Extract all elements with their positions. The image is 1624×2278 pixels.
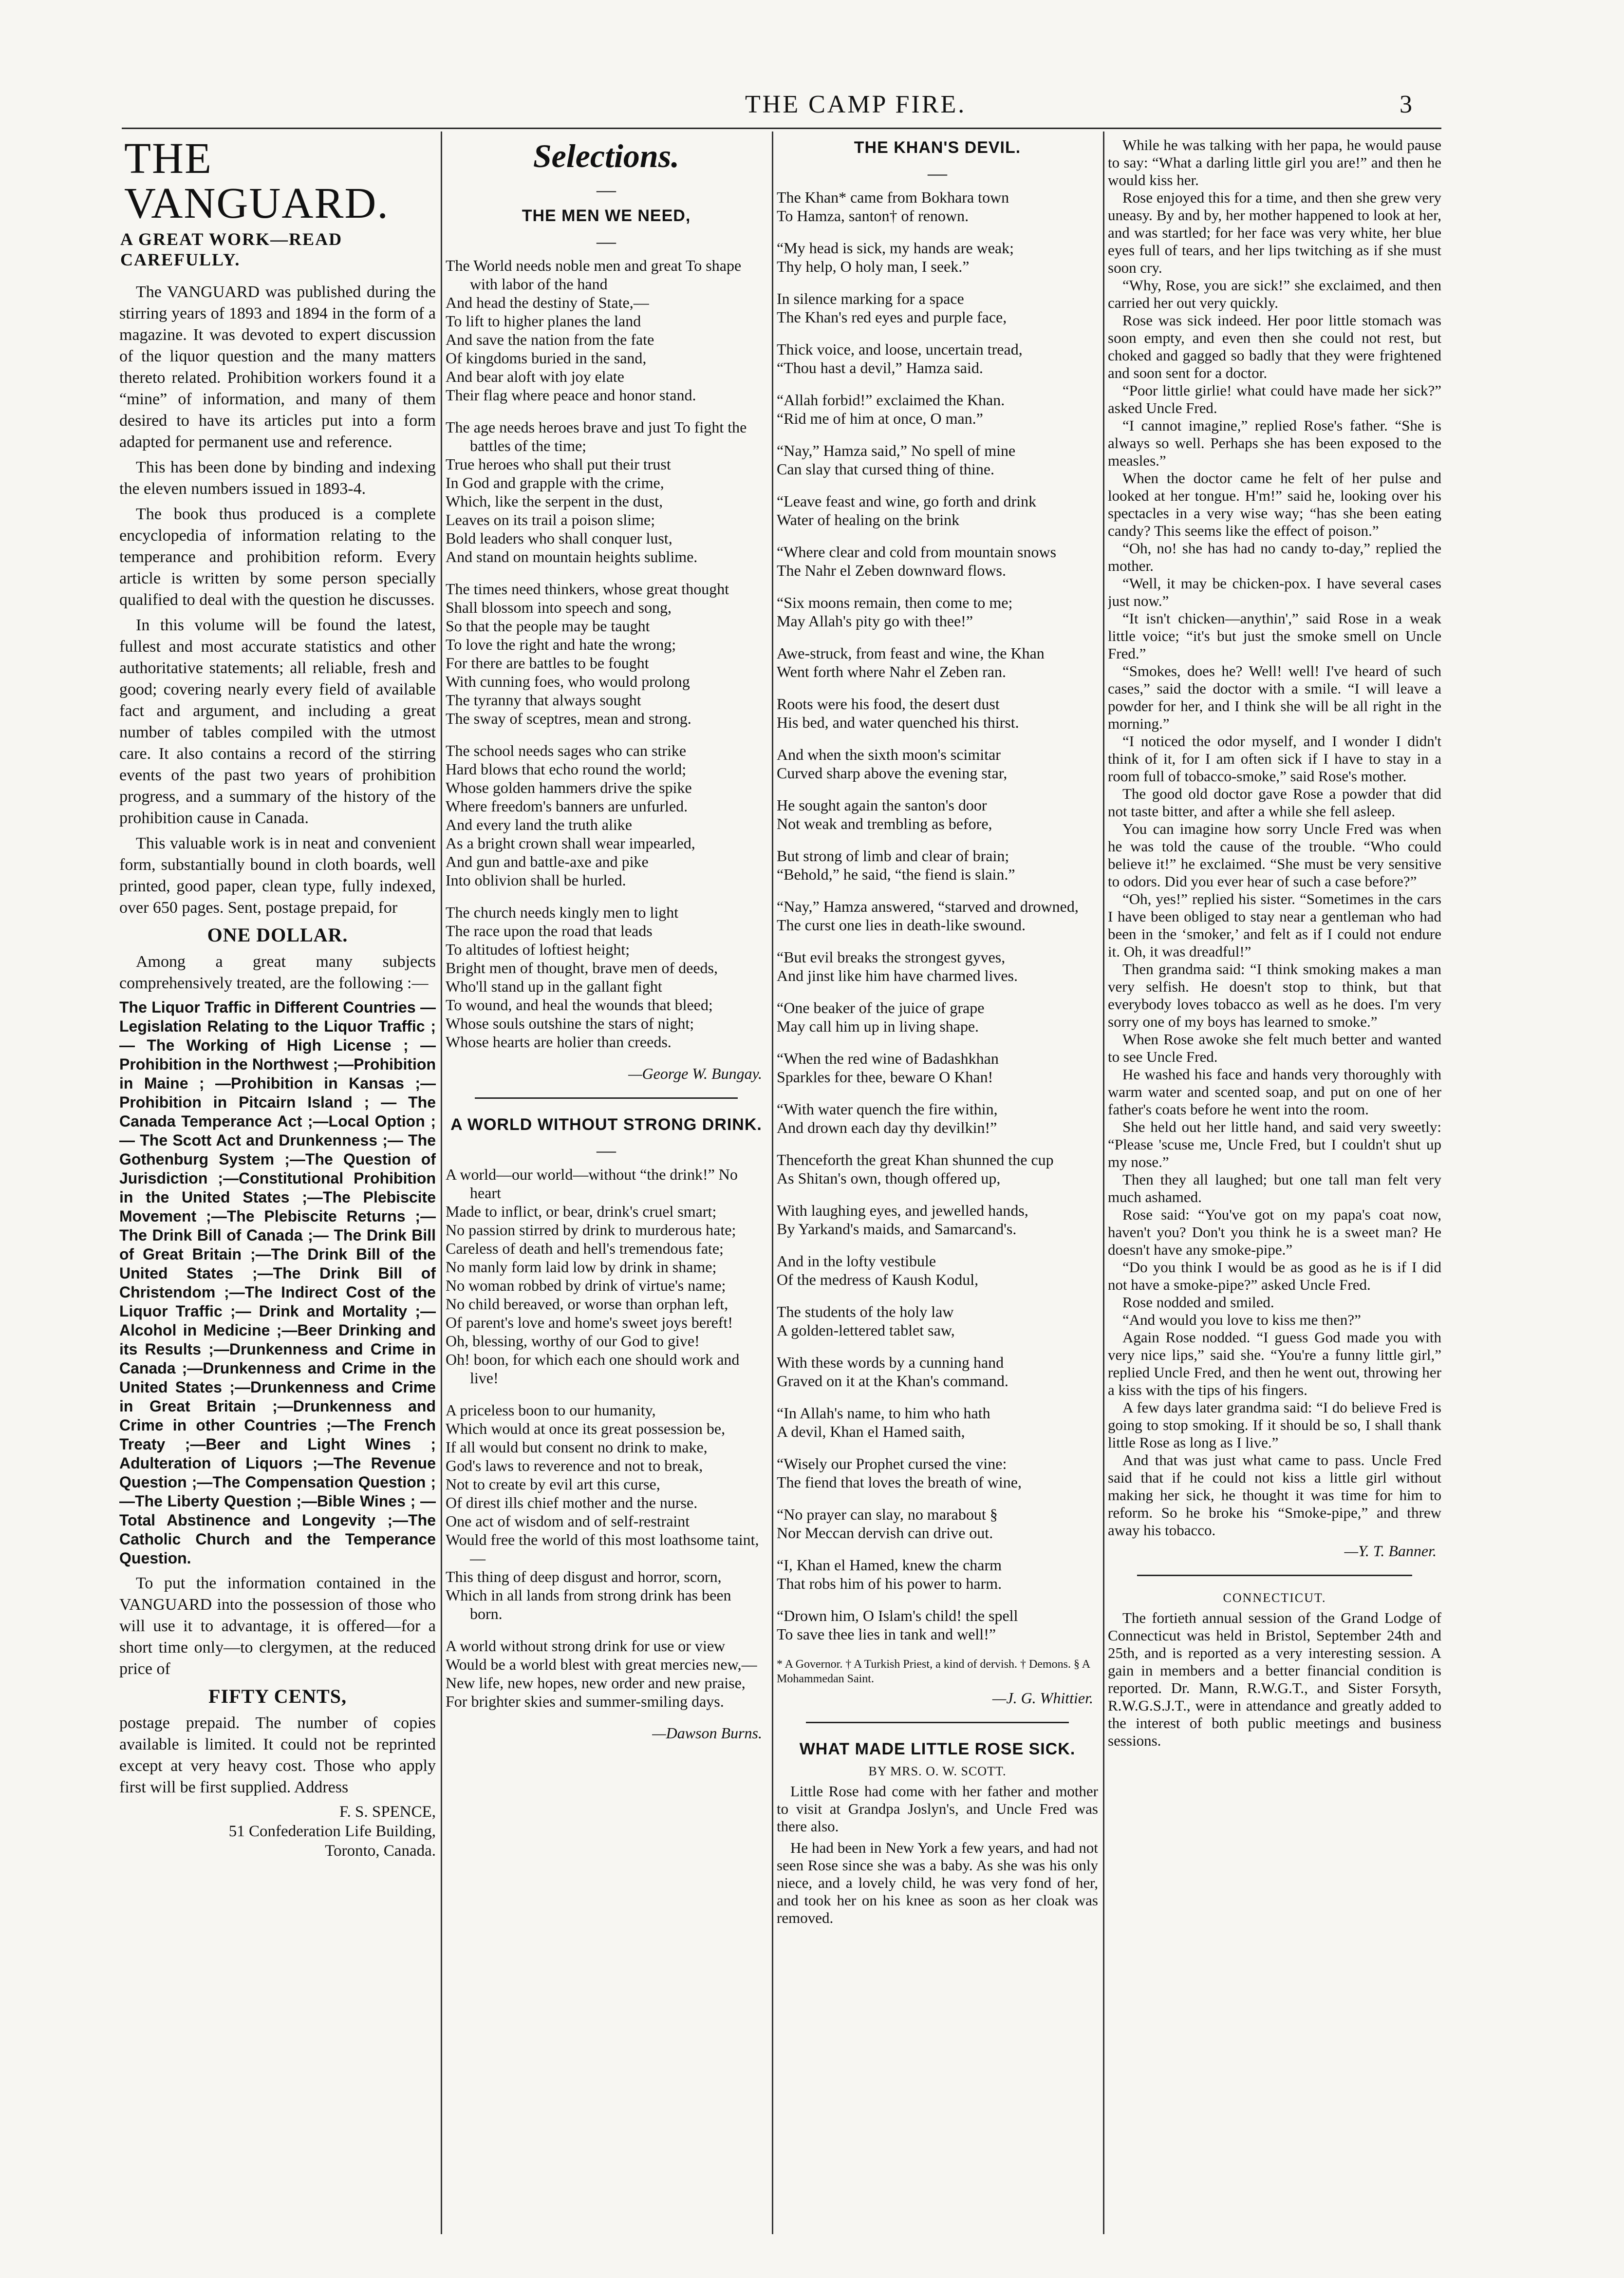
verse-line: Which would at once its great possession be, <box>446 1420 726 1437</box>
verse-line: In God and grapple with the crime, <box>446 474 664 491</box>
verse-line: Bright men of thought, brave men of deeds, <box>446 959 718 977</box>
subjects-list: The Liquor Traffic in Different Countries — Legislation Relating to the Liquor Traffic ; — The Working of High License ; — Prohibition in the Northwest ;—Prohibition in Maine ; —Prohibition in Kansas ;—Prohibition in Pitcairn Island ; — The Canada Temperance Act ;—Local Option ;— The Scott Act and Drunkenness ;— The Gothenburg System ;—The Question of Jurisdiction ;—Constitutional Prohibition in the United States ;—The Plebiscite Movement ;—The Plebiscite Returns ;—The Drink Bill of Canada ;— The Drink Bill of Great Britain ;—The Drink Bill of the United States ;—The Drink Bill of Christendom ;—The Indirect Cost of the Liquor Traffic ;— Drink and Mortality ;— Alcohol in Medicine ;—Beer Drinking and its Results ;—Drunkenness and Crime in Canada ;—Drunkenness and Crime in the United States ;—Drunkenness and Crime in Great Britain ;—Drunkenness and Crime in other Countries ;—The French Treaty ;—Beer and Light Wines ; Adulteration of Liquors ;—The Revenue Question ;—The Compensation Question ;—The Liberty Question ;—Bible Wines ; — Total Abstinence and Longevity ;—The Catholic Church and the Temperance Question. <box>119 998 436 1567</box>
story-paragraph: And that was just what came to pass. Uncle Fred said that if he could not kiss a little girl without making her sick, he thought it was time for him to reform. So he broke his “Smoke-pipe,” and threw away his tobacco. <box>1108 1451 1441 1539</box>
stanza <box>777 391 1098 428</box>
verse-line: The church needs kingly men to light <box>446 904 679 921</box>
column-story-continued <box>1108 136 1441 2259</box>
verse-line: Bold leaders who shall conquer lust, <box>446 529 672 547</box>
verse-line: Shall blossom into speech and song, <box>446 599 672 616</box>
verse-line: Where freedom's banners are unfurled. <box>446 797 688 815</box>
story-author: —Y. T. Banner. <box>1344 1542 1437 1560</box>
story-paragraph: “Do you think I would be as good as he is if I did not have a smoke-pipe?” asked Uncle Fred. <box>1108 1259 1441 1293</box>
stanza <box>777 543 1098 580</box>
stanza <box>777 492 1098 529</box>
verse-line: And when the sixth moon's scimitar <box>777 746 1001 763</box>
verse-line: By Yarkand's maids, and Samarcand's. <box>777 1220 1017 1238</box>
verse-line: And head the destiny of State,— <box>446 294 649 311</box>
poem-world-without-drink <box>446 1165 767 1711</box>
selections-heading: Selections. <box>533 137 680 174</box>
story-paragraph: You can imagine how sorry Uncle Fred was when he was told the cause of the trouble. “Who could believe it!” he exclaimed. “She must be very sensitive to odors. Did you ever hear of such a case before?” <box>1108 820 1441 890</box>
verse-line: Nor Meccan dervish can drive out. <box>777 1524 993 1542</box>
verse-line: “One beaker of the juice of grape <box>777 999 985 1017</box>
story-body <box>777 1783 1098 1927</box>
address-line: Toronto, Canada. <box>325 1842 436 1860</box>
story-paragraph: He had been in New York a few years, and had not seen Rose since she was a baby. As she was his only niece, and a lovely child, he was very fond of her, and took her on his knee as soon as her cloak was removed. <box>777 1839 1098 1926</box>
verse-line: Into oblivion shall be hurled. <box>446 871 626 889</box>
stanza <box>777 644 1098 681</box>
verse-line: To love the right and hate the wrong; <box>446 636 676 653</box>
story-paragraph: While he was talking with her papa, he would pause to say: “What a darling little girl you are!” and then he would kiss her. <box>1108 136 1441 188</box>
price-one-dollar: ONE DOLLAR. <box>207 924 348 946</box>
story-paragraph: The good old doctor gave Rose a powder that did not taste bitter, and after a while she fell asleep. <box>1108 785 1441 820</box>
verse-line: Awe-struck, from feast and wine, the Khan <box>777 644 1045 662</box>
story-paragraph: “I cannot imagine,” replied Rose's father. “She is always so well. Perhaps she has been exposed to the measles.” <box>1108 417 1441 469</box>
verse-line: A world—our world—without “the drink!” No heart <box>446 1166 738 1202</box>
verse-line: Can slay that cursed thing of thine. <box>777 460 995 478</box>
verse-line: As Shitan's own, though offered up, <box>777 1169 1001 1187</box>
stanza <box>446 1165 767 1387</box>
verse-line: A devil, Khan el Hamed saith, <box>777 1423 965 1440</box>
verse-line: Made to inflict, or bear, drink's cruel smart; <box>446 1203 717 1220</box>
verse-line: Graved on it at the Khan's command. <box>777 1372 1008 1390</box>
stanza <box>446 580 767 728</box>
verse-line: Which, like the serpent in the dust, <box>446 492 663 510</box>
column-khan <box>777 136 1098 2259</box>
verse-line: Thenceforth the great Khan shunned the cup <box>777 1151 1054 1168</box>
stanza <box>446 903 767 1051</box>
verse-line: No child bereaved, or worse than orphan left, <box>446 1295 728 1313</box>
verse-line: Hard blows that echo round the world; <box>446 760 687 778</box>
verse-line: Roots were his food, the desert dust <box>777 695 1000 713</box>
vanguard-paragraph: In this volume will be found the latest, fullest and most accurate statistics and other authoritative statements; all reliable, fresh and good; covering nearly every field of available fact and argument, and including a great number of tables compiled with the utmost care. It also contains a record of the stirring events of the past two years of prohibition progress, and a summary of the history of the prohibition cause in Canada. <box>119 616 436 827</box>
verse-line: And bear aloft with joy elate <box>446 368 624 385</box>
story-paragraph: When the doctor came he felt of her pulse and looked at her tongue. H'm!” said he, looking over his spectacles in a very wise way; “has she been eating candy? This seems like the effect of poison.” <box>1108 470 1441 539</box>
verse-line: “My head is sick, my hands are weak; <box>777 239 1014 257</box>
story-paragraph: Rose nodded and smiled. <box>1122 1294 1274 1311</box>
verse-line: “When the red wine of Badashkhan <box>777 1050 999 1067</box>
verse-line: Whose souls outshine the stars of night; <box>446 1015 694 1032</box>
verse-line: May Allah's pity go with thee!” <box>777 612 973 630</box>
verse-line: For brighter skies and summer-smiling days. <box>446 1693 724 1710</box>
verse-line: And jinst like him have charmed lives. <box>777 967 1018 984</box>
verse-line: A world without strong drink for use or view <box>446 1637 726 1655</box>
stanza <box>777 1556 1098 1593</box>
story-paragraph: Then they all laughed; but one tall man felt very much ashamed. <box>1108 1171 1441 1205</box>
verse-line: Would be a world blest with great mercies new,— <box>446 1656 757 1673</box>
verse-line: “Rid me of him at once, O man.” <box>777 410 983 427</box>
stanza <box>777 1505 1098 1542</box>
verse-line: The age needs heroes brave and just To fight the battles of the time; <box>446 418 747 454</box>
column-divider <box>441 132 442 2234</box>
poem-khans-devil <box>777 188 1098 1643</box>
verse-line: Water of healing on the brink <box>777 511 960 528</box>
poem-author: —George W. Bungay. <box>628 1065 762 1082</box>
verse-line: For there are battles to be fought <box>446 654 649 672</box>
verse-line: As a bright crown shall wear impearled, <box>446 834 695 852</box>
news-paragraph: The fortieth annual session of the Grand Lodge of Connecticut was held in Bristol, September 24th and 25th, and is reported as a very interesting session. A gain in members and a better financial condition is reported. Dr. Mann, R.W.G.T., and Sister Forsyth, R.W.G.S.J.T., were in attendance and greatly added to the interest of both public meetings and business sessions. <box>1108 1609 1441 1749</box>
verse-line: Leaves on its trail a poison slime; <box>446 511 655 528</box>
stanza <box>446 1637 767 1711</box>
verse-line: This thing of deep disgust and horror, scorn, <box>446 1568 722 1585</box>
verse-line: He sought again the santon's door <box>777 796 987 814</box>
column-divider <box>772 132 773 2234</box>
vanguard-paragraph: The book thus produced is a complete encyclopedia of information relating to the temperance and prohibition reform. Every article is written by some person specially qualified to deal with the question he discusses. <box>119 505 436 609</box>
story-paragraph: Rose was sick indeed. Her poor little stomach was soon empty, and even then she could not rest, but choked and gagged so badly that they were frightened and soon sent for a doctor. <box>1108 312 1441 381</box>
verse-line: To altitudes of loftiest height; <box>446 941 630 958</box>
story-paragraph: “And would you love to kiss me then?” <box>1122 1311 1361 1328</box>
divider-dash: — <box>597 230 616 252</box>
vanguard-offer: To put the information contained in the VANGUARD into the possession of those who will use it to advantage, it is offered—for a short time only—to clergymen, at the reduced price of <box>119 1574 436 1678</box>
stanza <box>777 1454 1098 1491</box>
verse-line: “Allah forbid!” exclaimed the Khan. <box>777 391 1005 409</box>
vanguard-subtitle: A GREAT WORK—READ CAREFULLY. <box>120 229 343 269</box>
stanza <box>777 1353 1098 1390</box>
stanza <box>777 1302 1098 1339</box>
verse-line: Not weak and trembling as before, <box>777 815 992 832</box>
stanza <box>777 593 1098 630</box>
stanza <box>777 897 1098 934</box>
verse-line: And gun and battle-axe and pike <box>446 853 649 870</box>
verse-line: The fiend that loves the breath of wine, <box>777 1473 1022 1491</box>
verse-line: The students of the holy law <box>777 1303 954 1320</box>
stanza <box>777 745 1098 782</box>
verse-line: His bed, and water quenched his thirst. <box>777 714 1019 731</box>
verse-line: “Six moons remain, then come to me; <box>777 594 1013 611</box>
stanza <box>777 1049 1098 1086</box>
stanza <box>777 948 1098 985</box>
header-rule <box>122 128 1441 129</box>
story-paragraph: He washed his face and hands very thoroughly with warm water and scented soap, and put on one of her father's coats before he went into the room. <box>1108 1066 1441 1118</box>
poem-men-we-need <box>446 256 767 1051</box>
verse-line: So that the people may be taught <box>446 617 650 635</box>
stanza <box>777 695 1098 732</box>
verse-line: And save the nation from the fate <box>446 331 654 348</box>
story-paragraph: Again Rose nodded. “I guess God made you with very nice lips,” said she. “You're a funny little girl,” replied Uncle Fred, and then he went out, throwing her a kiss with the tips of his fingers. <box>1108 1329 1441 1398</box>
stanza <box>446 741 767 889</box>
stanza <box>446 418 767 566</box>
verse-line: The Khan's red eyes and purple face, <box>777 308 1007 326</box>
story-paragraph: Little Rose had come with her father and mother to visit at Grandpa Joslyn's, and Uncle Fred was there also. <box>777 1783 1098 1835</box>
story-paragraph: “It isn't chicken—anythin',” said Rose in a weak little voice; “it's but just the smoke smell on Uncle Fred.” <box>1108 610 1441 662</box>
poem-title: THE MEN WE NEED, <box>522 207 691 225</box>
verse-line: And in the lofty vestibule <box>777 1252 936 1270</box>
story-paragraph: She held out her little hand, and said very sweetly: “Please 'scuse me, Uncle Fred, but I couldn't shut up my nose.” <box>1108 1118 1441 1170</box>
running-title: THE CAMP FIRE. <box>745 91 967 118</box>
verse-line: Of the medress of Kaush Kodul, <box>777 1271 979 1288</box>
poem-title: A WORLD WITHOUT STRONG DRINK. <box>450 1115 762 1134</box>
verse-line: Thick voice, and loose, uncertain tread, <box>777 340 1023 358</box>
verse-line: True heroes who shall put their trust <box>446 455 671 473</box>
verse-line: Thy help, O holy man, I seek.” <box>777 258 970 275</box>
verse-line: Their flag where peace and honor stand. <box>446 386 696 404</box>
verse-line: No woman robbed by drink of virtue's name; <box>446 1277 726 1294</box>
verse-line: No manly form laid low by drink in shame; <box>446 1258 717 1276</box>
verse-line: “In Allah's name, to him who hath <box>777 1404 990 1422</box>
verse-line: With laughing eyes, and jewelled hands, <box>777 1202 1028 1219</box>
story-paragraph: Rose enjoyed this for a time, and then she grew very uneasy. By and by, her mother happened to look at her, and was startled; for her face was very white, her blue eyes full of tears, and her lips twitching as if she must soon cry. <box>1108 189 1441 276</box>
verse-line: Who'll stand up in the gallant fight <box>446 978 662 995</box>
section-rule <box>1137 1575 1412 1576</box>
verse-line: “I, Khan el Hamed, knew the charm <box>777 1556 1002 1574</box>
verse-line: But strong of limb and clear of brain; <box>777 847 1009 865</box>
verse-line: The tyranny that always sought <box>446 691 641 709</box>
page-header <box>97 90 1412 124</box>
story-paragraph: “Oh, no! she has had no candy to-day,” replied the mother. <box>1108 540 1441 574</box>
verse-line: The race upon the road that leads <box>446 922 653 940</box>
verse-line: May call him up in living shape. <box>777 1017 979 1035</box>
verse-line: The Khan* came from Bokhara town <box>777 188 1009 206</box>
stanza <box>777 441 1098 478</box>
verse-line: Of kingdoms buried in the sand, <box>446 349 647 367</box>
vanguard-paragraph: This has been done by binding and indexing the eleven numbers issued in 1893-4. <box>119 458 436 498</box>
verse-line: To save thee lies in tank and well!” <box>777 1625 996 1643</box>
verse-line: And drown each day thy devilkin!” <box>777 1119 997 1136</box>
divider-dash: — <box>597 179 616 201</box>
verse-line: To lift to higher planes the land <box>446 312 641 330</box>
subjects-intro: Among a great many subjects comprehensively treated, are the following :— <box>119 953 436 992</box>
verse-line: Went forth where Nahr el Zeben ran. <box>777 663 1006 680</box>
verse-line: To Hamza, santon† of renown. <box>777 207 969 225</box>
story-paragraph: A few days later grandma said: “I do believe Fred is going to stop smoking. If it should be so, I shall thank little Rose as long as I live.” <box>1108 1399 1441 1451</box>
verse-line: A golden-lettered tablet saw, <box>777 1321 955 1339</box>
stanza <box>777 340 1098 377</box>
stanza <box>777 1404 1098 1441</box>
vanguard-title: THE VANGUARD. <box>124 136 389 227</box>
story-paragraph: “I noticed the odor myself, and I wonder I didn't think of it, for I am often sick if I have to stay in a room full of tobacco-smoke,” said Rose's mother. <box>1108 733 1441 785</box>
verse-line: And stand on mountain heights sublime. <box>446 548 698 565</box>
verse-line: One act of wisdom and of self-restraint <box>446 1512 690 1530</box>
poem-title: THE KHAN'S DEVIL. <box>854 138 1021 157</box>
verse-line: New life, new hopes, new order and new praise, <box>446 1674 746 1692</box>
verse-line: Of direst ills chief mother and the nurse. <box>446 1494 698 1511</box>
page-number: 3 <box>1400 91 1412 118</box>
stanza <box>777 188 1098 225</box>
verse-line: “But evil breaks the strongest gyves, <box>777 948 1006 966</box>
address-line: 51 Confederation Life Building, <box>228 1823 436 1840</box>
poem-author: —J. G. Whittier. <box>992 1689 1093 1707</box>
poem-author: —Dawson Burns. <box>652 1724 762 1742</box>
verse-line: The World needs noble men and great To shape with labor of the hand <box>446 257 742 293</box>
stanza <box>446 1401 767 1623</box>
story-paragraph: Then grandma said: “I think smoking makes a man very selfish. He doesn't stop to think, but that everybody loves tobacco as well as he does. I'm very sorry one of my boys has learned to smoke.” <box>1108 960 1441 1030</box>
verse-line: Of parent's love and home's sweet joys bereft! <box>446 1314 733 1331</box>
story-paragraph: When Rose awoke she felt much better and wanted to see Uncle Fred. <box>1108 1031 1441 1065</box>
verse-line: Which in all lands from strong drink has been born. <box>446 1586 731 1622</box>
verse-line: The times need thinkers, whose great thought <box>446 580 729 598</box>
stanza <box>777 998 1098 1035</box>
story-paragraph: “Why, Rose, you are sick!” she exclaimed, and then carried her out very quickly. <box>1108 277 1441 311</box>
verse-line: The curst one lies in death-like swound. <box>777 916 1026 934</box>
divider-dash: — <box>928 162 947 184</box>
verse-line: “Where clear and cold from mountain snows <box>777 543 1057 561</box>
verse-line: Would free the world of this most loathsome taint,— <box>446 1531 759 1567</box>
verse-line: The school needs sages who can strike <box>446 742 687 759</box>
verse-line: God's laws to reverence and not to break, <box>446 1457 703 1474</box>
verse-line: “Behold,” he said, “the fiend is slain.” <box>777 866 1015 883</box>
verse-line: “With water quench the fire within, <box>777 1100 998 1118</box>
verse-line: With these words by a cunning hand <box>777 1354 1004 1371</box>
stanza <box>777 289 1098 326</box>
story-byline: BY MRS. O. W. SCOTT. <box>868 1764 1007 1778</box>
story-paragraph: Rose said: “You've got on my papa's coat now, haven't you? Don't you think he is a sweet man? He doesn't have any smoke-pipe.” <box>1108 1206 1441 1258</box>
verse-line: Whose golden hammers drive the spike <box>446 779 692 796</box>
stanza <box>446 256 767 404</box>
verse-line: “Leave feast and wine, go forth and drink <box>777 492 1037 510</box>
story-continued <box>1108 136 1441 1539</box>
verse-line: In silence marking for a space <box>777 290 964 307</box>
poem-footnote: * A Governor. † A Turkish Priest, a kind of dervish. † Demons. § A Mohammedan Saint. <box>777 1658 1090 1685</box>
news-heading: CONNECTICUT. <box>1223 1591 1326 1605</box>
story-paragraph: “Oh, yes!” replied his sister. “Sometimes in the cars I have been obliged to stay near a gentleman who had been in the ‘smoker,’ and felt as if I could not endure it. Oh, it was dreadful!” <box>1108 890 1441 960</box>
stanza <box>777 847 1098 884</box>
stanza <box>777 1606 1098 1643</box>
stanza <box>777 1150 1098 1187</box>
verse-line: With cunning foes, who would prolong <box>446 673 690 690</box>
verse-line: “Wisely our Prophet cursed the vine: <box>777 1455 1007 1472</box>
verse-line: Curved sharp above the evening star, <box>777 764 1008 782</box>
verse-line: Not to create by evil art this curse, <box>446 1475 660 1493</box>
verse-line: “Nay,” Hamza said,” No spell of mine <box>777 442 1016 459</box>
verse-line: To wound, and heal the wounds that bleed; <box>446 996 713 1014</box>
stanza <box>777 1252 1098 1289</box>
price-fifty-cents: FIFTY CENTS, <box>208 1685 347 1707</box>
verse-line: Careless of death and hell's tremendous fate; <box>446 1240 724 1257</box>
story-paragraph: “Well, it may be chicken-pox. I have several cases just now.” <box>1108 575 1441 609</box>
verse-line: The Nahr el Zeben downward flows. <box>777 562 1006 579</box>
verse-line: “Nay,” Hamza answered, “starved and drowned, <box>777 898 1079 915</box>
verse-line: “Drown him, O Islam's child! the spell <box>777 1607 1018 1624</box>
stanza <box>777 1201 1098 1238</box>
address-line: F. S. SPENCE, <box>339 1803 436 1821</box>
story-paragraph: “Smokes, does he? Well! well! I've heard of such cases,” said the doctor with a smile. “I will leave a powder for her, and I think she will be all right in the morning.” <box>1108 662 1441 732</box>
vanguard-paragraph: This valuable work is in neat and convenient form, substantially bound in cloth boards, well printed, good paper, clean type, fully indexed, over 650 pages. Sent, postage prepaid, for <box>119 834 436 917</box>
vanguard-closing: postage prepaid. The number of copies available is limited. It could not be reprinted except at very heavy cost. Those who apply first will be first supplied. Address <box>119 1714 436 1796</box>
verse-line: Whose hearts are holier than creeds. <box>446 1033 672 1051</box>
divider-dash: — <box>597 1139 616 1161</box>
stanza <box>777 796 1098 833</box>
section-rule <box>806 1722 1069 1723</box>
story-paragraph: “Poor little girlie! what could have made her sick?” asked Uncle Fred. <box>1108 382 1441 416</box>
verse-line: A priceless boon to our humanity, <box>446 1401 656 1419</box>
verse-line: Oh, blessing, worthy of our God to give! <box>446 1332 700 1350</box>
column-selections <box>446 136 767 2259</box>
verse-line: “Thou hast a devil,” Hamza said. <box>777 359 983 377</box>
column-vanguard <box>119 136 436 2259</box>
verse-line: If all would but consent no drink to make, <box>446 1438 708 1456</box>
section-rule <box>475 1097 738 1099</box>
verse-line: “No prayer can slay, no marabout § <box>777 1506 998 1523</box>
vanguard-paragraph: The VANGUARD was published during the stirring years of 1893 and 1894 in the form of a magazine. It was devoted to expert discussion of the liquor question and the many matters thereto related. Prohibition workers found it a “mine” of information, and many of them desired to have its articles put into a form adapted for permanent use and reference. <box>119 283 436 451</box>
verse-line: Sparkles for thee, beware O Khan! <box>777 1068 993 1086</box>
verse-line: And every land the truth alike <box>446 816 632 833</box>
story-title: WHAT MADE LITTLE ROSE SICK. <box>799 1740 1076 1758</box>
verse-line: No passion stirred by drink to murderous hate; <box>446 1221 736 1239</box>
verse-line: That robs him of his power to harm. <box>777 1575 1002 1592</box>
stanza <box>777 239 1098 276</box>
verse-line: The sway of sceptres, mean and strong. <box>446 710 691 727</box>
stanza <box>777 1100 1098 1137</box>
verse-line: Oh! boon, for which each one should work and live! <box>446 1351 740 1387</box>
column-divider <box>1103 132 1104 2234</box>
